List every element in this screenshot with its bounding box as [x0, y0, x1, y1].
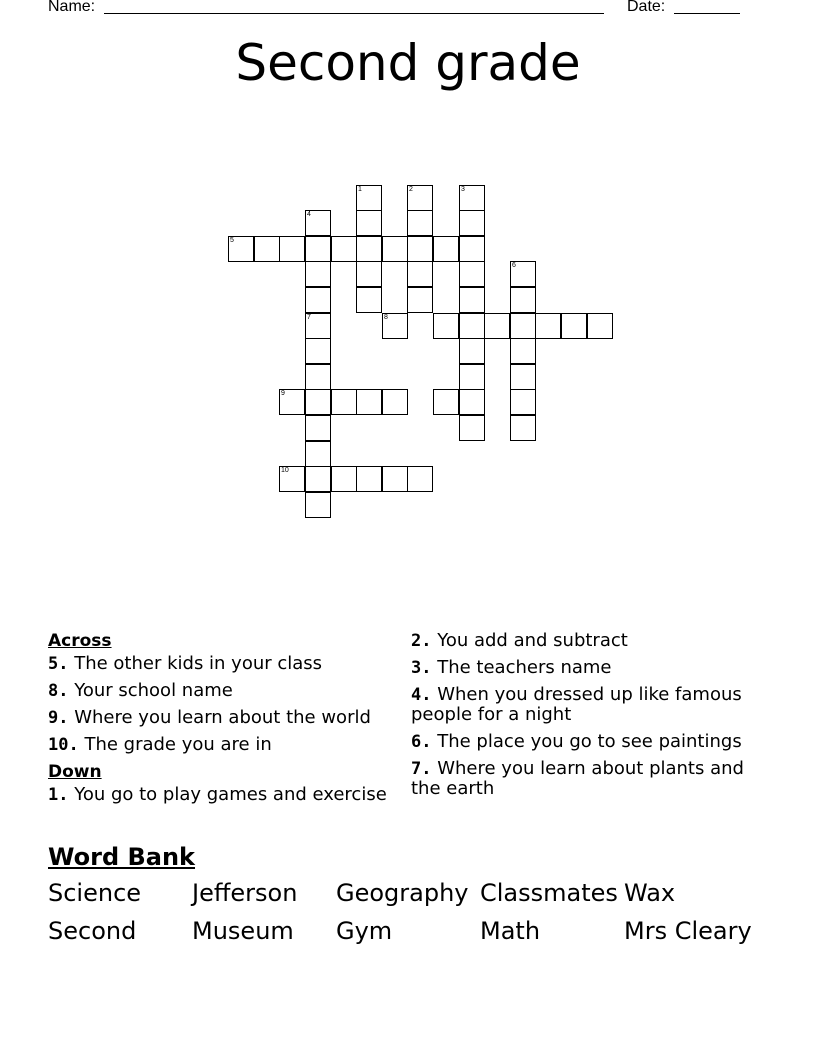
grid-cell[interactable] — [356, 287, 382, 313]
clue-text: You go to play games and exercise — [74, 784, 387, 805]
grid-cell[interactable] — [305, 415, 331, 441]
grid-cell[interactable] — [305, 287, 331, 313]
grid-cell[interactable] — [331, 236, 357, 262]
grid-cell-number: 10 — [281, 467, 289, 474]
grid-cell[interactable] — [305, 338, 331, 364]
grid-cell[interactable] — [305, 441, 331, 467]
name-label: Name: — [48, 0, 96, 15]
grid-cell-number: 2 — [409, 186, 413, 193]
down-heading: Down — [48, 762, 102, 782]
clue-text: Where you learn about the world — [74, 707, 371, 728]
word-bank-item: Geography — [336, 879, 469, 907]
grid-cell[interactable] — [279, 389, 305, 415]
clue-down-6 — [411, 732, 771, 752]
grid-cell[interactable] — [279, 236, 305, 262]
grid-cell[interactable] — [305, 313, 331, 339]
grid-cell[interactable] — [305, 364, 331, 390]
grid-cell[interactable] — [382, 313, 408, 339]
grid-cell[interactable] — [484, 313, 510, 339]
clue-across-8 — [48, 681, 398, 701]
grid-cell[interactable] — [587, 313, 613, 339]
clue-number: 1. — [48, 785, 69, 805]
grid-cell[interactable] — [356, 210, 382, 236]
clues-left-column — [48, 631, 398, 812]
worksheet-header — [48, 0, 748, 18]
grid-cell[interactable] — [331, 466, 357, 492]
grid-cell-number: 4 — [307, 211, 311, 218]
grid-cell[interactable] — [407, 210, 433, 236]
word-bank-item: Museum — [192, 917, 294, 945]
grid-cell[interactable] — [331, 389, 357, 415]
word-bank-item: Math — [480, 917, 541, 945]
grid-cell[interactable] — [433, 236, 459, 262]
grid-cell[interactable] — [459, 313, 485, 339]
clue-number: 6. — [411, 732, 432, 752]
grid-cell[interactable] — [433, 313, 459, 339]
grid-cell[interactable] — [433, 389, 459, 415]
clue-text: Your school name — [74, 680, 233, 701]
word-bank-item: Wax — [624, 879, 676, 907]
clue-number: 5. — [48, 654, 69, 674]
clue-number: 8. — [48, 681, 69, 701]
grid-cell[interactable] — [459, 287, 485, 313]
word-bank-item: Jefferson — [192, 879, 298, 907]
grid-cell[interactable] — [356, 261, 382, 287]
clue-down-1 — [48, 785, 398, 805]
grid-cell[interactable] — [356, 466, 382, 492]
clue-text: You add and subtract — [437, 630, 628, 651]
grid-cell[interactable] — [535, 313, 561, 339]
clue-down-7 — [411, 759, 771, 799]
grid-cell[interactable] — [510, 389, 536, 415]
clues-right-column — [411, 631, 771, 806]
word-bank — [48, 880, 768, 944]
clue-number: 10. — [48, 735, 79, 755]
word-bank-item: Mrs Cleary — [624, 917, 752, 945]
grid-cell[interactable] — [510, 364, 536, 390]
clue-text: The place you go to see paintings — [437, 731, 742, 752]
grid-cell[interactable] — [382, 236, 408, 262]
grid-cell[interactable] — [356, 236, 382, 262]
grid-cell[interactable] — [407, 185, 433, 211]
word-bank-item: Gym — [336, 917, 393, 945]
clue-number: 7. — [411, 759, 432, 779]
grid-cell[interactable] — [382, 466, 408, 492]
grid-cell[interactable] — [510, 261, 536, 287]
grid-cell[interactable] — [459, 261, 485, 287]
clue-number: 4. — [411, 685, 432, 705]
date-label: Date: — [627, 0, 666, 15]
grid-cell[interactable] — [407, 236, 433, 262]
clue-text: When you dressed up like famous people for a night — [411, 684, 742, 725]
grid-cell[interactable] — [356, 185, 382, 211]
grid-cell[interactable] — [254, 236, 280, 262]
word-bank-title: Word Bank — [48, 843, 196, 871]
grid-cell[interactable] — [305, 389, 331, 415]
grid-cell[interactable] — [459, 389, 485, 415]
grid-cell[interactable] — [510, 287, 536, 313]
grid-cell[interactable] — [407, 287, 433, 313]
clue-text: The other kids in your class — [74, 653, 323, 674]
clue-down-2 — [411, 631, 771, 651]
word-bank-item: Science — [48, 879, 142, 907]
grid-cell[interactable] — [228, 236, 254, 262]
clue-across-10 — [48, 735, 398, 755]
grid-cell-number: 9 — [281, 390, 285, 397]
clue-number: 9. — [48, 708, 69, 728]
grid-cell[interactable] — [510, 313, 536, 339]
clue-across-5 — [48, 654, 398, 674]
grid-cell-number: 3 — [461, 186, 465, 193]
clue-number: 3. — [411, 658, 432, 678]
grid-cell[interactable] — [382, 389, 408, 415]
grid-cell-number: 7 — [307, 314, 311, 321]
grid-cell[interactable] — [407, 261, 433, 287]
date-field[interactable] — [674, 13, 740, 14]
grid-cell[interactable] — [459, 185, 485, 211]
grid-cell[interactable] — [305, 210, 331, 236]
clue-text: The grade you are in — [84, 734, 272, 755]
grid-cell-number: 6 — [512, 262, 516, 269]
grid-cell[interactable] — [510, 338, 536, 364]
grid-cell[interactable] — [305, 492, 331, 518]
grid-cell[interactable] — [561, 313, 587, 339]
grid-cell-number: 8 — [384, 314, 388, 321]
grid-cell[interactable] — [407, 466, 433, 492]
grid-cell-number: 5 — [230, 237, 234, 244]
grid-cell[interactable] — [305, 261, 331, 287]
clue-text: The teachers name — [437, 657, 612, 678]
grid-cell[interactable] — [279, 466, 305, 492]
grid-cell[interactable] — [459, 338, 485, 364]
grid-cell-number: 1 — [358, 186, 362, 193]
grid-cell[interactable] — [459, 236, 485, 262]
clue-number: 2. — [411, 631, 432, 651]
page-title: Second grade — [235, 34, 581, 92]
clue-down-4 — [411, 685, 771, 725]
grid-cell[interactable] — [305, 236, 331, 262]
clue-text: Where you learn about plants and the earth — [411, 758, 744, 799]
grid-cell[interactable] — [459, 415, 485, 441]
across-heading: Across — [48, 631, 112, 651]
name-field[interactable] — [104, 13, 604, 14]
grid-cell[interactable] — [510, 415, 536, 441]
grid-cell[interactable] — [356, 389, 382, 415]
word-bank-item: Second — [48, 917, 137, 945]
grid-cell[interactable] — [459, 364, 485, 390]
word-bank-item: Classmates — [480, 879, 618, 907]
clue-down-3 — [411, 658, 771, 678]
grid-cell[interactable] — [459, 210, 485, 236]
grid-cell[interactable] — [305, 466, 331, 492]
clue-across-9 — [48, 708, 398, 728]
